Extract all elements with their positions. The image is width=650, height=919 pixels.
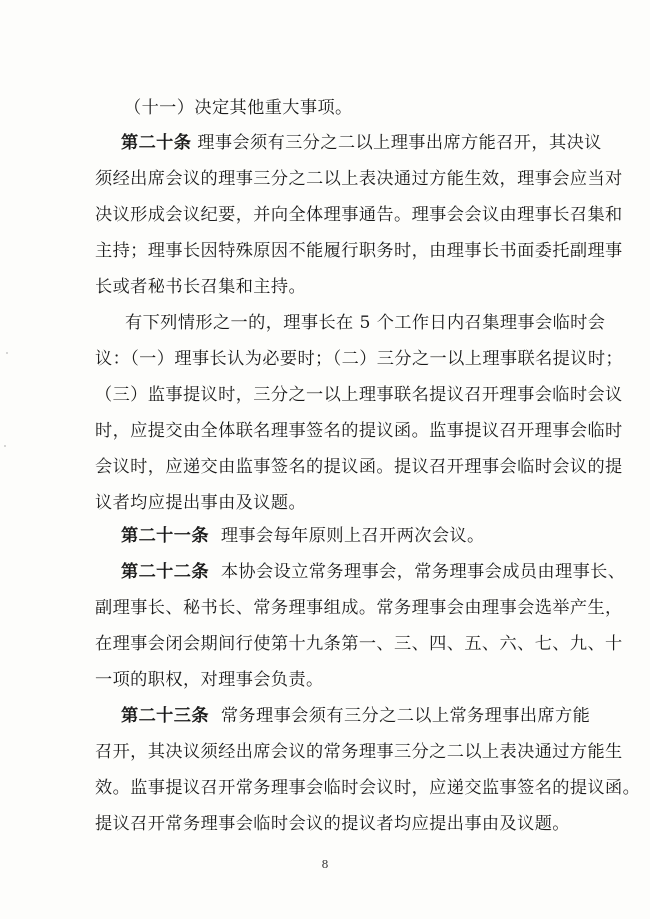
article-20-text: 理事会须有三分之二以上理事出席方能召开，其决议	[197, 133, 602, 153]
article-21-text: 理事会每年原则上召开两次会议。	[220, 526, 485, 546]
text-line: 须经出席会议的理事三分之二以上表决通过方能生效，理事会应当对	[95, 169, 623, 189]
text-line: 会议时，应递交由监事签名的提议函。提议召开理事会临时会议的提	[95, 457, 623, 477]
text-line: 召开，其决议须经出席会议的常务理事三分之二以上表决通过方能生	[95, 742, 623, 762]
text-line: 议者均应提出事由及议题。	[95, 493, 307, 513]
text-line: 有下列情形之一的，理事长在 5 个工作日内召集理事会临时会	[125, 313, 606, 333]
article-22-heading: 第二十二条	[121, 562, 209, 582]
text-line: 效。监事提议召开常务理事会临时会议时，应递交监事签名的提议函。	[95, 778, 641, 798]
text-line: 主持；理事长因特殊原因不能履行职务时，由理事长书面委托副理事	[95, 241, 623, 261]
text-line: （三）监事提议时，三分之一以上理事联名提议召开理事会临时会议	[95, 385, 623, 405]
text-line: 议：（一）理事长认为必要时；（二）三分之一以上理事联名提议时；	[95, 349, 624, 369]
article-23-heading: 第二十三条	[121, 706, 209, 726]
text-line: 提议召开常务理事会临时会议的提议者均应提出事由及议题。	[95, 814, 570, 834]
article-23-text: 常务理事会须有三分之二以上常务理事出席方能	[220, 706, 591, 726]
article-22-line-1	[121, 561, 626, 583]
item-eleven: （十一）决定其他重大事项。	[124, 98, 353, 118]
article-21	[121, 525, 601, 547]
article-20-heading: 第二十条	[121, 133, 192, 153]
article-23-line-1	[121, 705, 601, 727]
article-22-text: 本协会设立常务理事会，常务理事会成员由理事长、	[220, 562, 626, 582]
text-line: 副理事长、秘书长、常务理事组成。常务理事会由理事会选举产生，	[95, 598, 623, 618]
text-line: 一项的职权，对理事会负责。	[95, 670, 324, 690]
scan-speck	[6, 352, 8, 354]
article-21-heading: 第二十一条	[121, 526, 209, 546]
text-line: 在理事会闭会期间行使第十九条第一、三、四、五、六、七、九、十	[95, 634, 623, 654]
text-line: 长或者秘书长召集和主持。	[95, 277, 307, 297]
text-line: 时，应提交由全体联名理事签名的提议函。监事提议召开理事会临时	[95, 421, 623, 441]
scan-speck	[4, 445, 6, 447]
page-number: 8	[321, 858, 329, 871]
text-line: 决议形成会议纪要，并向全体理事通告。理事会会议由理事长召集和	[95, 205, 623, 225]
article-20-line-1	[121, 132, 601, 154]
